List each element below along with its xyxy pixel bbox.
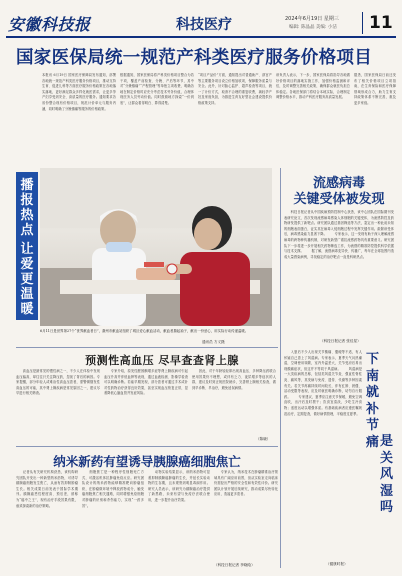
hypertension-credit: （陈晓）: [256, 437, 271, 441]
nano-article-body: 动物实验结果显示，该纳米药物可显著抑制胰腺癌肿瘤的生长，并延长实验动物的生存期，且未观察到明显毒副作用。研究人员表示，该研究为胰腺癌治疗提供了新思路，未来有望与免疫疗法联合使用，进一步提升治疗效果。: [148, 470, 210, 502]
divider: [16, 347, 278, 348]
banner-char: 播: [20, 178, 34, 193]
page-number: 11: [369, 13, 393, 33]
article-body-column: 该负责人表示，下一步，国家医保局将指导各地做好价格项目的落地实施工作，加强价格监测和评估，及时调整完善相关政策，确保群众就医负担总体稳定。各地医保部门将结合本地实际，合理制定调整价格水平，推动产科医疗服务高质量发展。: [276, 73, 350, 100]
nano-headline: 纳米新药有望诱导胰腺癌细胞焦亡: [53, 454, 241, 469]
banner-char: 让: [20, 242, 34, 257]
masthead-rule: [6, 36, 396, 38]
hypertension-article-body: 因此，对于年龄较轻即出现高血压、多种降压药联合使用效果仍不理想，或伴有乏力、夜尿增多等症状的人群，建议及时到正规医院就诊，完善肾上腺相关检查，做到早诊断、早治疗，避免延误病情。: [192, 369, 276, 390]
news-photo: [40, 168, 272, 326]
rheumatism-article-body: 入夏后不少人出现关节酸痛、僵硬等不适，有人怀疑自己患上了风湿病。专家表示，夏季天气闷热潮湿，空调使用频繁，室内外温差大，关节受凉后易出现酸痛症状，但这并不等同于风湿病。 风湿病是一大类疾病的总称，包括类风湿关节炎、强直性脊柱炎、痛风等，其发病与免疫、遗传、代谢等多种因素有关。若关节疼痛持续时间较长，伴有红肿、晨僵、活动受限等表现，应及时就医明确诊断，切勿自行服药。 专家建议，夏季应注意关节保暖，避免空调直吹，出汗后及时擦干；饮食宜清淡，少吃生冷食物；适度运动以增强体质。有基础疾病者应遵医嘱规范治疗，定期复查，做好病情管理，平稳度过夏季。: [284, 350, 362, 416]
flu-headline: [284, 176, 394, 208]
blood-donation-illustration: [40, 168, 272, 326]
flu-headline-line1: 流感病毒: [312, 176, 365, 191]
banner-char: 爱: [20, 257, 34, 272]
nano-article-body: 专家认为，纳米技术在肿瘤精准治疗领域具有广阔应用前景，但从实验室走向临床仍需经历严格的安全性和有效性评价。研究团队计划开展后续研究，推动成果尽快转化应用，造福更多患者。: [214, 470, 278, 497]
paper-name: 安徽科技报: [8, 15, 91, 34]
hypertension-headline: 预测性高血压 尽早查查肾上腺: [85, 354, 239, 367]
rheumatism-headline-line1: 下南就补节痛: [366, 352, 380, 450]
page-number-box: [362, 12, 397, 34]
masthead: [0, 0, 402, 40]
rheumatism-credit: （健康时报）: [326, 562, 348, 566]
editor-line: 编辑: 陈晶晶 美编: 小洁: [289, 25, 337, 30]
banner-char: 报: [20, 193, 34, 208]
flu-headline-line2: 关键受体被发现: [293, 192, 385, 207]
divider: [16, 446, 278, 447]
date-line: 2024年6月19日 星期三: [285, 16, 339, 22]
rheumatism-headline-line2: 是关风湿吗: [380, 434, 394, 515]
flu-credit: （科技日报记者 张佳星）: [320, 339, 361, 343]
column-separator: [280, 168, 281, 568]
banner-char: 温: [20, 287, 34, 302]
nano-article-body: 记者从有关研究机构获悉，该机构研究团队开发出一种新型纳米药物，可诱导胰腺癌细胞发生焦亡，从而有效抑制肿瘤生长。相关成果日前发表于国际学术期刊。胰腺癌恶性程度高、预后差，被称为“癌中之王”，现有治疗手段效果有限，亟须探索新的治疗策略。: [16, 470, 78, 508]
article-body-column: “项目产品价”方面，通知提出对普通助产、剖宫产等主要服务项目设立价格加收项，保障服务质量与安全。此外，针对胎心监护、超声检查等项目，统一了计价方式，取消不合理的重复收费，减轻孕产妇及家庭负担，为推进生育友好型社会建设提供价格政策支持。: [198, 73, 272, 105]
flu-article-body: 科技日报记者从中国疾病预防控制中心获悉，该中心团队在国际期刊发表研究论文，首次发现流感病毒感染人体细胞的关键受体，为流感防控及药物研发提供了新靶点。研究团队通过基因筛选等方法，鉴定出一种此前未知的细胞表面蛋白，证实其在病毒入侵细胞过程中发挥关键作用。敲除该受体后，病毒感染能力显著下降。 专家表示，这一发现有助于深入理解流感病毒的跨物种传播机制，对研发新型广谱抗流感药物具有重要意义。研究团队下一步将进一步开展相关药物筛选工作，为流感的精准防控提供科学依据与技术支撑。 据了解，流感病毒变异快、传播广，每年在全球范围内造成大量感染病例，寻找稳定的治疗靶点一直是科研热点。: [284, 210, 394, 259]
rheumatism-headline: [364, 352, 396, 572]
section-title: 科技医疗: [176, 17, 232, 33]
banner-char: 热: [20, 208, 34, 223]
nano-credit: （科技日报记者 李晓晗）: [214, 563, 255, 567]
article-body-column: 本报讯 6月19日 国家医疗保障局发布通知，部署各地统一规范产科类医疗服务价格项目，推动支持生育、促进儿科等方面医疗服务价格政策在各地落实落地，更好满足群众多样化就医需求，让更多孕产妇享受到安全、高质量的医疗服务。通知要求各省份整合现有价格项目，规范计价单元与服务内涵，同时明确了分娩镇痛等服务的价格政策。: [42, 73, 116, 111]
side-banner-text: [18, 178, 36, 317]
article-body-column: 据悉，国家医保局日前还发布了相关价格项目立项指南，在生育保险和医疗保障领域形成合力，助力生育支持政策体系不断完善，惠及更多家庭。: [354, 73, 396, 105]
hypertension-article-body: 专家介绍，原发性醛固酮增多症等肾上腺疾病可引起血压升高并伴低血钾等表现，通过血液检测、影像学检查可以明确诊断。若能早期发现，部分患者可通过手术或针对性药物治疗获得良好效果，甚至实现血压恢复正常，显著降低心脑血管并发症风险。: [104, 369, 188, 396]
banner-char: 更: [20, 272, 34, 287]
photo-credit: 通讯员 方义摄: [202, 340, 225, 344]
hypertension-article-body: 高血压是最常见的慢性病之一，不少人在体检中发现血压偏高，却往往只关注降压药，忽视了背后的病因。专家提醒，部分年轻人或难治性高血压患者，需警惕继发性高血压的可能，其中肾上腺疾病是常见原因之一，建议尽早进行相关筛查。: [16, 369, 100, 396]
photo-caption: 6月11日是世界第27个“世界献血者日”，滁州市献血站组织了城区爱心献血活动，献血者撸起袖子，献出一份爱心，用实际行动传递温暖。: [40, 329, 249, 333]
banner-char: 暖: [20, 302, 34, 317]
nano-article-body: 细胞焦亡是一种程序性细胞死亡方式，可激活机体抗肿瘤免疫反应。研究团队设计的纳米药物能够精准靶向肿瘤组织，在肿瘤微环境中释放药物成分，触发癌细胞焦亡相关通路，同时增强免疫细胞对肿瘤的识别和杀伤能力，实现“一药多效”。: [82, 470, 144, 508]
banner-char: 点: [20, 223, 34, 238]
article-body-column: 根据通知，国家医保局将产科类价格项目整合为若干项，覆盖产前检查、分娩、产后等环节，其中对“分娩镇痛”“产程管理”等单独立项收费，明确各地在制定价格时应充分考虑技术劳务价值，合理体现医务人员劳动价值。同时鼓励地方探索“一价到底”，让群众看得明白、算得清楚。: [120, 73, 194, 105]
page-headline: 国家医保局统一规范产科类医疗服务价格项目: [16, 48, 372, 68]
